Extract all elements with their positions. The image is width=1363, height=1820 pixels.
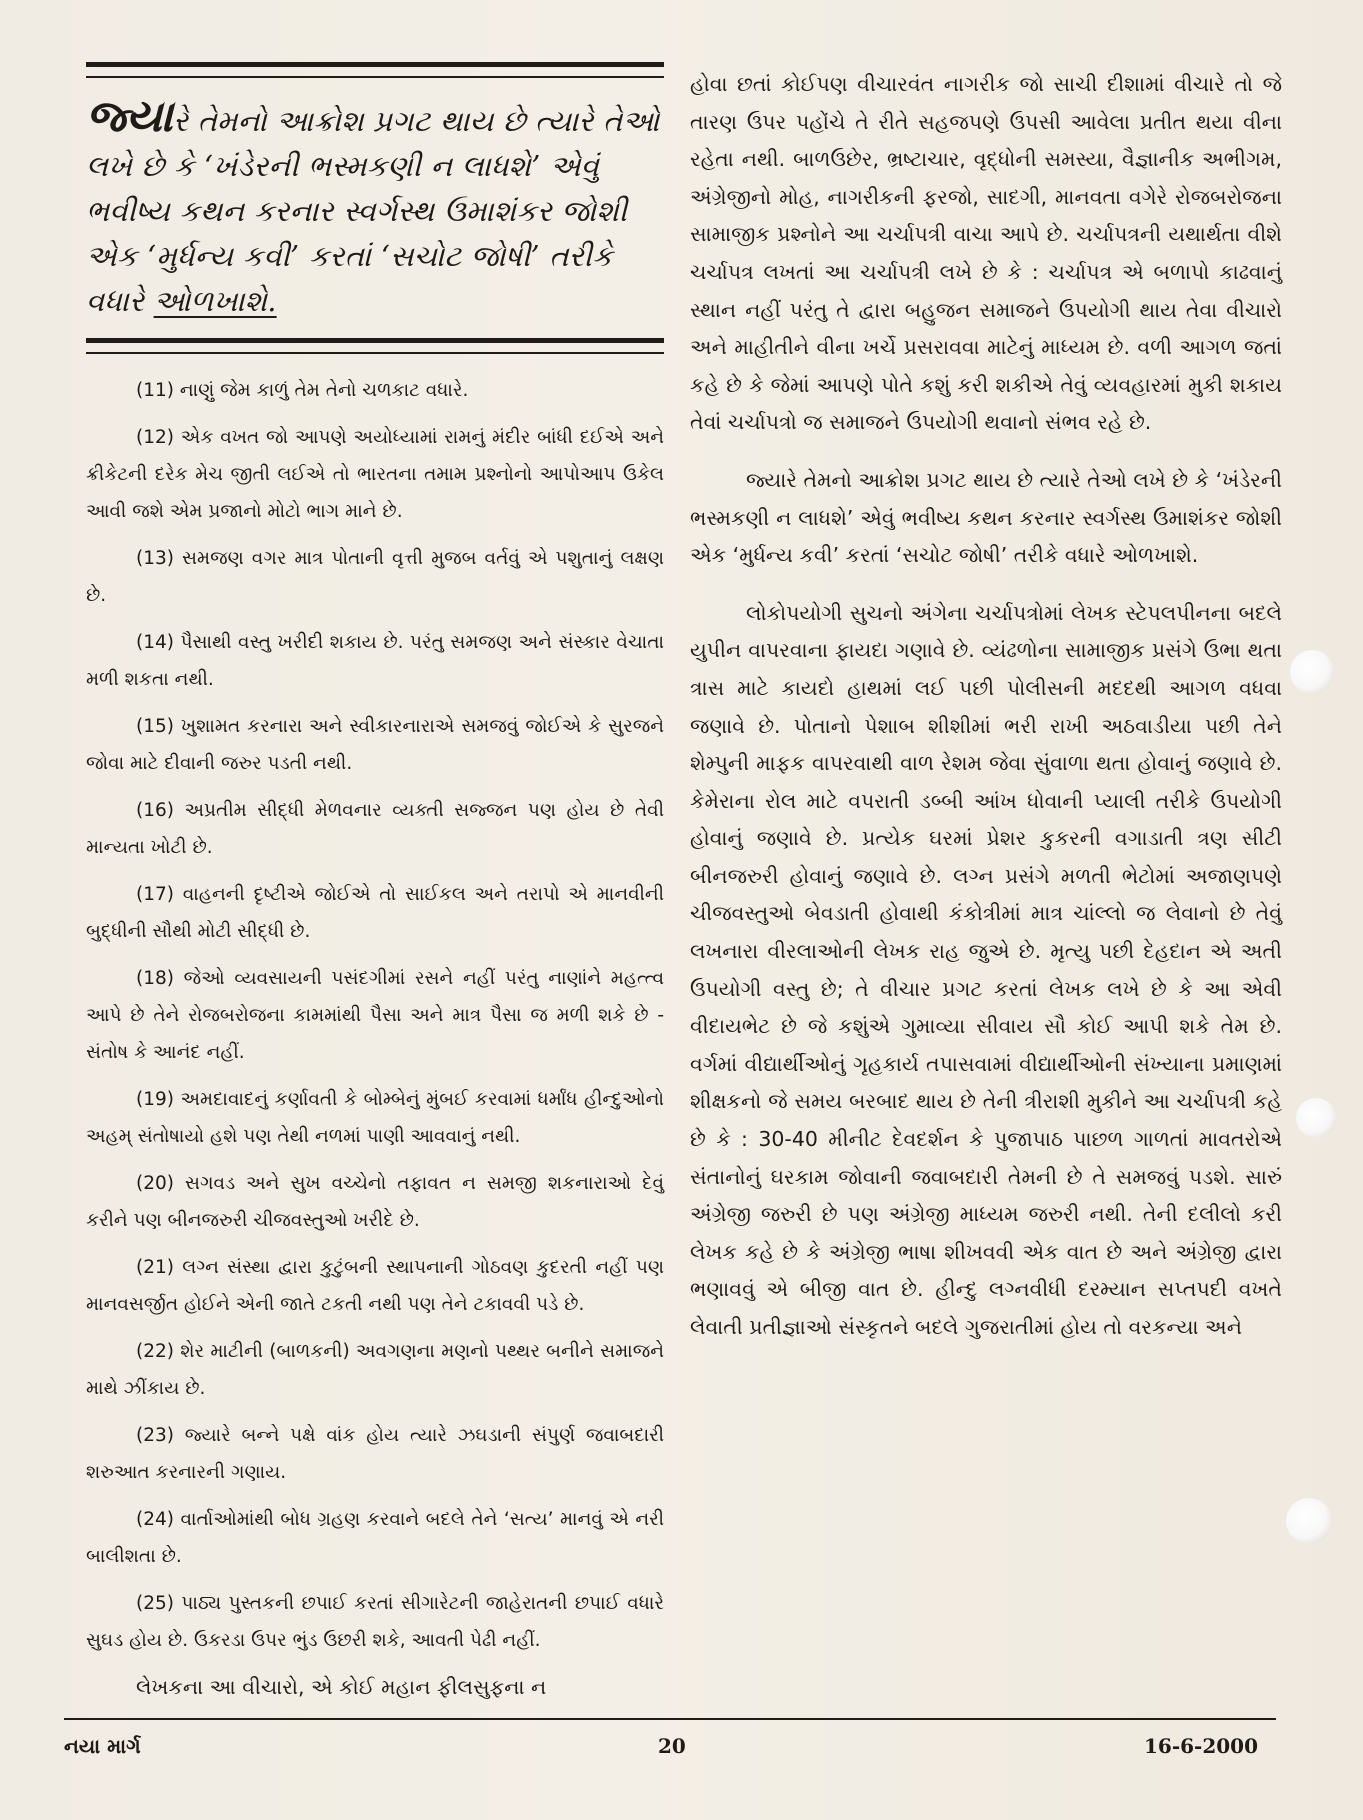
pull-quote-first-word: જ્યા (86, 91, 173, 142)
list-item-20: (20) સગવડ અને સુખ વચ્ચેનો તફાવત ન સમજી શકનારાઓ દેવું કરીને પણ બીનજરુરી ચીજવસ્તુઓ ખરીદે છે. (86, 1173, 664, 1231)
pull-quote-bottom-rule (86, 338, 664, 354)
list-item-23: (23) જ્યારે બન્ને પક્ષે વાંક હોય ત્યારે ઝઘડાની સંપુર્ણ જવાબદારી શરુઆત કરનારની ગણાય. (86, 1425, 664, 1483)
list-item-13: (13) સમજણ વગર માત્ર પોતાની વૃત્તી મુજબ વર્તવું એ પશુતાનું લક્ષણ છે. (86, 548, 664, 606)
paragraph-3: લોકોપયોગી સુચનો અંગેના ચર્ચાપત્રોમાં લેખક સ્ટેપલપીનના બદલે યુપીન વાપરવાના ફાયદા ગણાવે છે. વ્યંઢળોના સામાજીક પ્રસંગે ઉભા થતા ત્રાસ માટે કાયદો હાથમાં લઈ પછી પોલીસની મદદથી આગળ વધવા જણાવે છે. પોતાનો પેશાબ શીશીમાં ભરી રાખી અઠવાડીયા પછી તેને શેમ્પુની માફક વાપરવાથી વાળ રેશમ જેવા સુંવાળા થતા હોવાનું જણાવે છે. કેમેરાના રોલ માટે વપરાતી ડબ્બી આંખ ધોવાની પ્યાલી તરીકે ઉપયોગી હોવાનું જણાવે છે. પ્રત્યેક ઘરમાં પ્રેશર કુકરની વગાડાતી ત્રણ સીટી બીનજરુરી હોવાનું જણાવે છે. લગ્ન પ્રસંગે મળતી ભેટોમાં અજાણપણે ચીજવસ્તુઓ બેવડાતી હોવાથી કંકોત્રીમાં માત્ર ચાંલ્લો જ લેવાનો છે તેવું લખનારા વીરલાઓની લેખક રાહ જુએ છે. મૃત્યુ પછી દેહદાન એ અતી ઉપયોગી વસ્તુ છે; તે વીચાર પ્રગટ કરતાં લેખક લખે છે કે આ એવી વીદાયભેટ છે જે કશુંએ ગુમાવ્યા સીવાય સૌ કોઈ આપી શકે તેમ છે. વર્ગમાં વીદ્યાર્થીઓનું ગૃહકાર્ય તપાસવામાં વીદ્યાર્થીઓની સંખ્યાના પ્રમાણમાં શીક્ષકનો જે સમય બરબાદ થાય છે તેની ત્રીરાશી મુકીને આ ચર્ચાપત્રી કહે છે કે : 30-40 મીનીટ દેવદર્શન કે પુજાપાઠ પાછળ ગાળતાં માવતરોએ સંતાનોનું ઘરકામ જોવાની જવાબદારી તેમની છે તે સમજવું પડશે. સારું અંગ્રેજી જરુરી છે પણ અંગ્રેજી માધ્યમ જરુરી નથી. તેની દલીલો કરી લેખક કહે છે કે અંગ્રેજી ભાષા શીખવવી એક વાત છે અને અંગ્રેજી દ્વારા ભણાવવું એ બીજી વાત છે. હીન્દુ લગ્નવીધી દરમ્યાન સપ્તપદી વખતે લેવાતી પ્રતીજ્ઞાઓ સંસ્કૃતને બદલે ગુજરાતીમાં હોય તો વરકન્યા અને (690, 600, 1282, 1339)
pull-quote-last-word: ઓળખાશે. (153, 284, 277, 318)
paragraph-1: હોવા છતાં કોઈપણ વીચારવંત નાગરીક જો સાચી દીશામાં વીચારે તો જે તારણ ઉપર પહોંચે તે રીતે સહજપણે ઉપસી આવેલા પ્રતીત થયા વીના રહેતા નથી. બાળઉછેર, ભ્રષ્ટાચાર, વૃદ્ધોની સમસ્યા, વૈજ્ઞાનીક અભીગમ, અંગ્રેજીનો મોહ, નાગરીકની ફરજો, સાદગી, માનવતા વગેરે રોજબરોજના સામાજીક પ્રશ્નોને આ ચર્ચાપત્રી વાચા આપે છે. ચર્ચાપત્રની યથાર્થતા વીશે ચર્ચાપત્ર લખતાં આ ચર્ચાપત્રી લખે છે કે : ચર્ચાપત્ર એ બળાપો કાઢવાનું સ્થાન નહીં પરંતુ તે દ્વારા બહુજન સમાજને ઉપયોગી થાય તેવા વીચારો અને માહીતીને વીના ખર્ચે પ્રસરાવવા માટેનું માધ્યમ છે. વળી આગળ જતાં કહે છે કે જેમાં આપણે પોતે કશું કરી શકીએ તેવું વ્યવહારમાં મુકી શકાય તેવાં ચર્ચાપત્રો જ સમાજને ઉપયોગી થવાનો સંભવ રહે છે. (690, 72, 1282, 435)
list-item-21: (21) લગ્ન સંસ્થા દ્વારા કુટુંબની સ્થાપનાની ગોઠવણ કુદરતી નહીં પણ માનવસર્જીત હોઈને એની જાતે ટકતી નથી પણ તેને ટકાવવી પડે છે. (86, 1257, 664, 1315)
list-item-17: (17) વાહનની દૃષ્ટીએ જોઈએ તો સાઈકલ અને તરાપો એ માનવીની બુદ્ધીની સૌથી મોટી સીદ્ધી છે. (86, 884, 664, 942)
list-item-14: (14) પૈસાથી વસ્તુ ખરીદી શકાય છે. પરંતુ સમજણ અને સંસ્કાર વેચાતા મળી શકતા નથી. (86, 632, 664, 690)
right-column (690, 66, 1282, 1367)
list-item-11: (11) નાણું જેમ કાળું તેમ તેનો ચળકાટ વધારે. (136, 380, 469, 401)
pull-quote-text: રે તેમનો આક્રોશ પ્રગટ થાય છે ત્યારે તેઓ લખે છે કે ‘ખંડેરની ભસ્મકણી ન લાધશે’ એવું ભવીષ્ય કથન કરનાર સ્વર્ગસ્થ ઉમાશંકર જોશી એક ‘મુર્ધન્ય કવી’ કરતાં ‘સચોટ જોષી’ તરીકે વધારે (86, 104, 660, 318)
pull-quote-top-rule (86, 62, 664, 78)
footer-date: 16-6-2000 (1144, 1734, 1259, 1758)
numbered-list (86, 372, 664, 1659)
footer-publication: નયા માર્ગ (64, 1734, 141, 1758)
pull-quote (86, 78, 664, 338)
punch-hole-bottom (1286, 1498, 1332, 1544)
list-item-16: (16) અપ્રતીમ સીદ્ધી મેળવનાર વ્યક્તી સજ્જન પણ હોય છે તેવી માન્યતા ખોટી છે. (86, 800, 664, 858)
list-item-15: (15) ખુશામત કરનારા અને સ્વીકારનારાએ સમજવું જોઈએ કે સુરજને જોવા માટે દીવાની જરુર પડતી નથી. (86, 716, 664, 774)
footer-page-number: 20 (658, 1734, 686, 1758)
list-item-25: (25) પાઠ્ય પુસ્તકની છપાઈ કરતાં સીગારેટની જાહેરાતની છપાઈ વધારે સુઘડ હોય છે. ઉકરડા ઉપર ભુંડ ઉછરી શકે, આવતી પેઢી નહીં. (86, 1593, 664, 1651)
list-item-12: (12) એક વખત જો આપણે અયોધ્યામાં રામનું મંદીર બાંધી દઈએ અને ક્રીકેટની દરેક મેચ જીતી લઈએ તો ભારતના તમામ પ્રશ્નોનો આપોઆપ ઉકેલ આવી જશે એમ પ્રજાનો મોટો ભાગ માને છે. (86, 427, 664, 522)
left-closing-line: લેખકના આ વીચારો, એ કોઈ મહાન ફીલસુફના ન (136, 1675, 547, 1699)
footer-rule (64, 1718, 1276, 1720)
punch-hole-middle (1296, 1098, 1336, 1138)
list-item-19: (19) અમદાવાદનું કર્ણાવતી કે બોમ્બેનું મુંબઈ કરવામાં ધર્માંધ હીન્દુઓનો અહમ્ સંતોષાયો હશે પણ તેથી નળમાં પાણી આવવાનું નથી. (86, 1089, 664, 1147)
list-item-24: (24) વાર્તાઓમાંથી બોધ ગ્રહણ કરવાને બદલે તેને ‘સત્ય’ માનવું એ નરી બાલીશતા છે. (86, 1509, 664, 1567)
left-column (86, 62, 664, 1706)
list-item-18: (18) જેઓ વ્યવસાયની પસંદગીમાં રસને નહીં પરંતુ નાણાંને મહત્ત્વ આપે છે તેને રોજબરોજના કામમાંથી પૈસા અને માત્ર પૈસા જ મળી શકે છે - સંતોષ કે આનંદ નહીં. (86, 968, 664, 1063)
list-item-22: (22) શેર માટીની (બાળકની) અવગણના મણનો પથ્થર બનીને સમાજને માથે ઝીંકાય છે. (86, 1341, 664, 1399)
paragraph-2: જ્યારે તેમનો આક્રોશ પ્રગટ થાય છે ત્યારે તેઓ લખે છે કે ‘ખંડેરની ભસ્મકણી ન લાધશે’ એવું ભવીષ્ય કથન કરનાર સ્વર્ગસ્થ ઉમાશંકર જોશી એક ‘મુર્ધન્ય કવી’ કરતાં ‘સચોટ જોષી’ તરીકે વધારે ઓળખાશે. (690, 467, 1282, 568)
punch-hole-top (1290, 650, 1334, 694)
